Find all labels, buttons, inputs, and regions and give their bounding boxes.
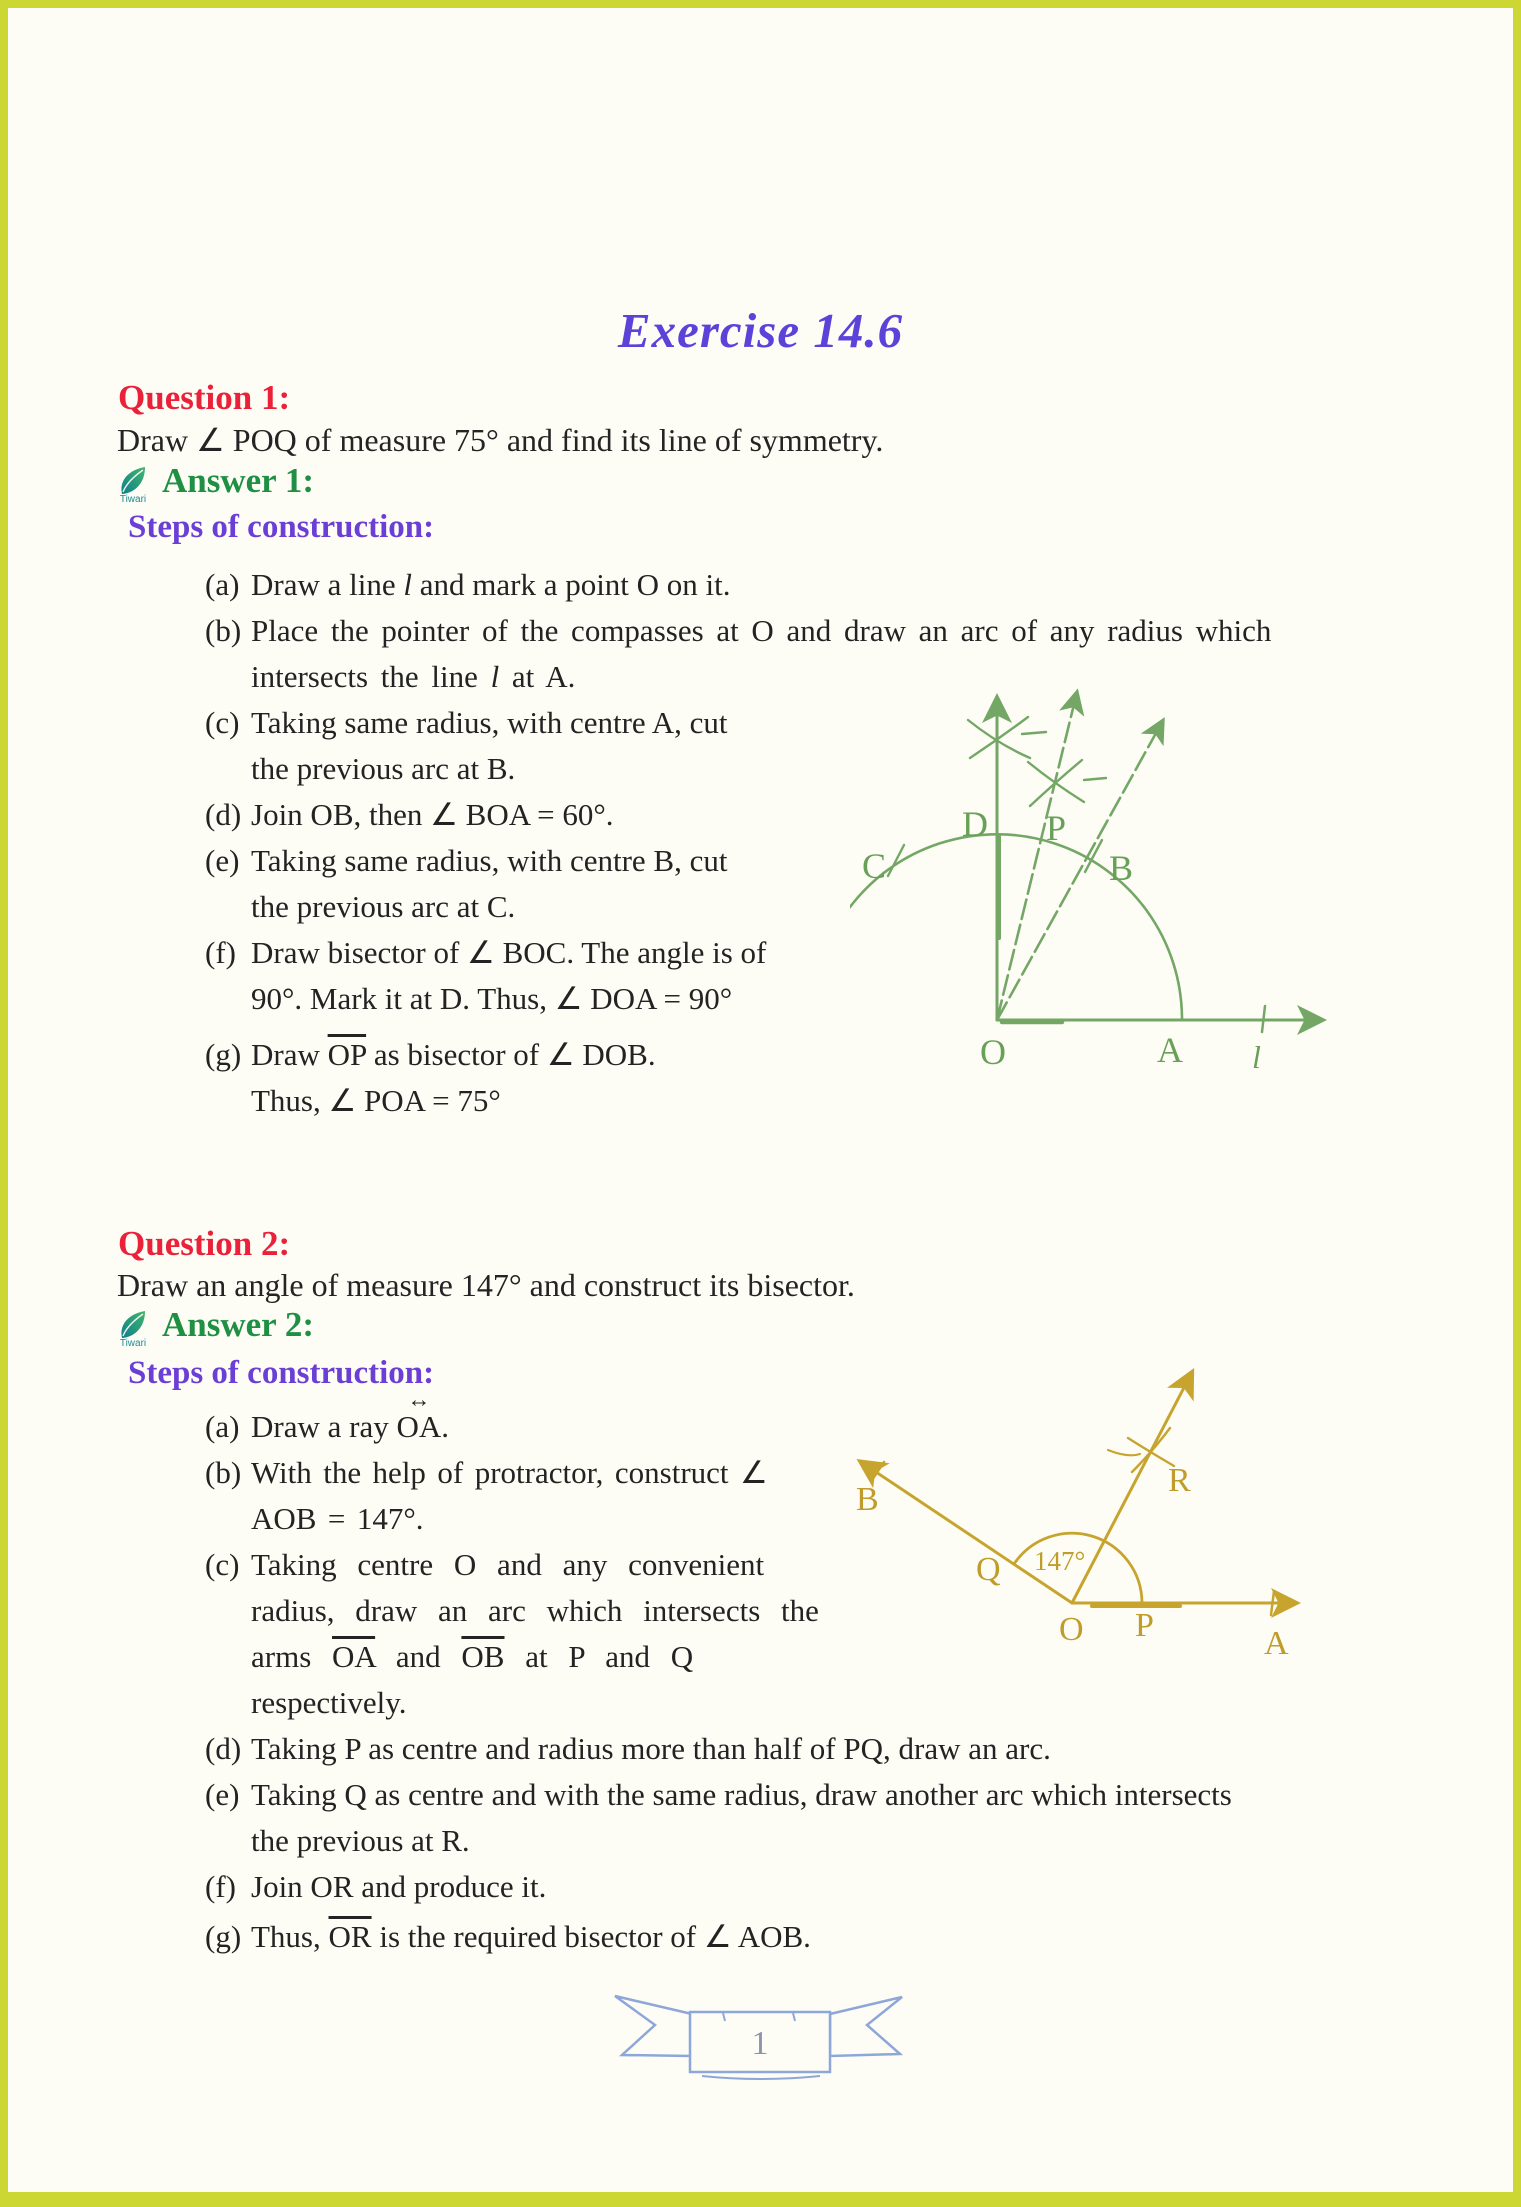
step-text: Taking same radius, with centre A, cut the previous arc at B. [251, 705, 728, 786]
step-label: (e) [205, 1777, 240, 1812]
step-label: (g) [205, 1037, 242, 1072]
label-d: D [962, 804, 988, 844]
construction-step [205, 1726, 1232, 1772]
label-b: B [856, 1481, 879, 1518]
step-text: Taking P as centre and radius more than half of PQ, draw an arc. [251, 1731, 1051, 1766]
tick-on-line-l [1262, 1006, 1265, 1032]
cross-dash-d [1022, 732, 1046, 734]
label-o: O [980, 1032, 1006, 1072]
label-c: C [862, 846, 887, 886]
question-2-text: Draw an angle of measure 147° and construct its bisector. [117, 1267, 855, 1303]
ray-ob [864, 1464, 1072, 1603]
diagram-147-degree-bisector [840, 1358, 1420, 1693]
step-text: Draw bisector of ∠ BOC. The angle is of 90°. Mark it at D. Thus, ∠ DOA = 90° [251, 935, 767, 1016]
step-label: (a) [205, 567, 240, 602]
question-1-heading: Question 1: [118, 378, 291, 417]
step-label: (a) [205, 1409, 240, 1444]
label-q: Q [976, 1551, 1001, 1588]
step-label: (e) [205, 843, 240, 878]
logo-caption: Tiwari [119, 494, 147, 505]
ribbon-left-wing [615, 1996, 692, 2056]
answer-2-heading: Answer 2: [162, 1305, 314, 1344]
label-a: A [1264, 1625, 1289, 1662]
step-label: (d) [205, 797, 242, 832]
label-a: A [1157, 1030, 1183, 1070]
ribbon-right-wing [830, 1997, 902, 2056]
step-text: Draw $\overline{OP}$ as bisector of ∠ DOB. Thus, ∠ POA = 75° [251, 1037, 656, 1118]
step-label: (c) [205, 1547, 240, 1582]
question-1-text: Draw ∠ POQ of measure 75° and find its line of symmetry. [117, 422, 884, 458]
label-o: O [1059, 1611, 1084, 1648]
cross-mark-r3 [1108, 1450, 1140, 1455]
step-text: Draw a line l and mark a point O on it. [251, 567, 731, 602]
angle-measure-label: 147° [1034, 1546, 1086, 1576]
page-number-ribbon [580, 1992, 980, 2137]
tiwari-leaf-icon [110, 1309, 156, 1349]
answer-1-row [110, 461, 314, 505]
step-text: Taking centre O and any convenient radius, draw an arc which intersects the arms $\overline{OA}$ and $\overline{OB}$ at P and Q respectively. [251, 1547, 819, 1720]
step-text: Draw a ray ↔ OA. [251, 1404, 449, 1450]
step-label: (g) [205, 1919, 242, 1954]
step-text: Taking Q as centre and with the same radius, draw another arc which intersects the previous at R. [251, 1777, 1232, 1858]
construction-step [205, 1772, 1232, 1864]
label-b: B [1109, 848, 1134, 888]
exercise-title: Exercise 14.6 [617, 303, 904, 358]
q2-steps-heading: Steps of construction: [128, 1355, 435, 1391]
construction-step [205, 1864, 1232, 1910]
cross-dash-p [1084, 778, 1106, 780]
step-label: (f) [205, 935, 236, 970]
step-label: (c) [205, 705, 240, 740]
step-text: Place the pointer of the compasses at O and draw an arc of any radius which intersects the line l at A. [251, 613, 1272, 694]
ray-ob [997, 724, 1161, 1020]
step-text: Taking same radius, with centre B, cut the previous arc at C. [251, 843, 728, 924]
step-label: (d) [205, 1731, 242, 1766]
step-label: (b) [205, 1455, 242, 1490]
step-text: With the help of protractor, construct ∠ AOB = 147°. [251, 1455, 768, 1536]
construction-step [205, 1914, 1232, 1960]
answer-1-heading: Answer 1: [162, 461, 314, 500]
page-number: 1 [751, 2025, 769, 2062]
step-text: Thus, $\overline{OR}$ is the required bisector of ∠ AOB. [251, 1919, 811, 1954]
diagram-75-degree-construction [850, 660, 1430, 1095]
cross-mark-p2 [1030, 760, 1082, 806]
step-text: Join OB, then ∠ BOA = 60°. [251, 797, 614, 832]
q1-steps-heading: Steps of construction: [128, 509, 435, 545]
label-p: P [1046, 808, 1067, 848]
cross-mark-r2 [1132, 1428, 1170, 1472]
question-2-heading: Question 2: [118, 1224, 291, 1263]
logo-caption: Tiwari [119, 1338, 147, 1349]
construction-step [205, 562, 1271, 608]
step-label: (b) [205, 613, 242, 648]
ray-op [997, 696, 1076, 1020]
step-text: Join OR and produce it. [251, 1869, 547, 1904]
label-r: R [1168, 1462, 1191, 1499]
label-line-l: l [1252, 1039, 1261, 1075]
tick-near-a [1271, 1591, 1274, 1615]
ribbon-bottom-shade [702, 2076, 820, 2079]
tiwari-leaf-icon [110, 465, 156, 505]
answer-2-row [110, 1305, 314, 1349]
label-p: P [1135, 1607, 1154, 1644]
step-label: (f) [205, 1869, 236, 1904]
